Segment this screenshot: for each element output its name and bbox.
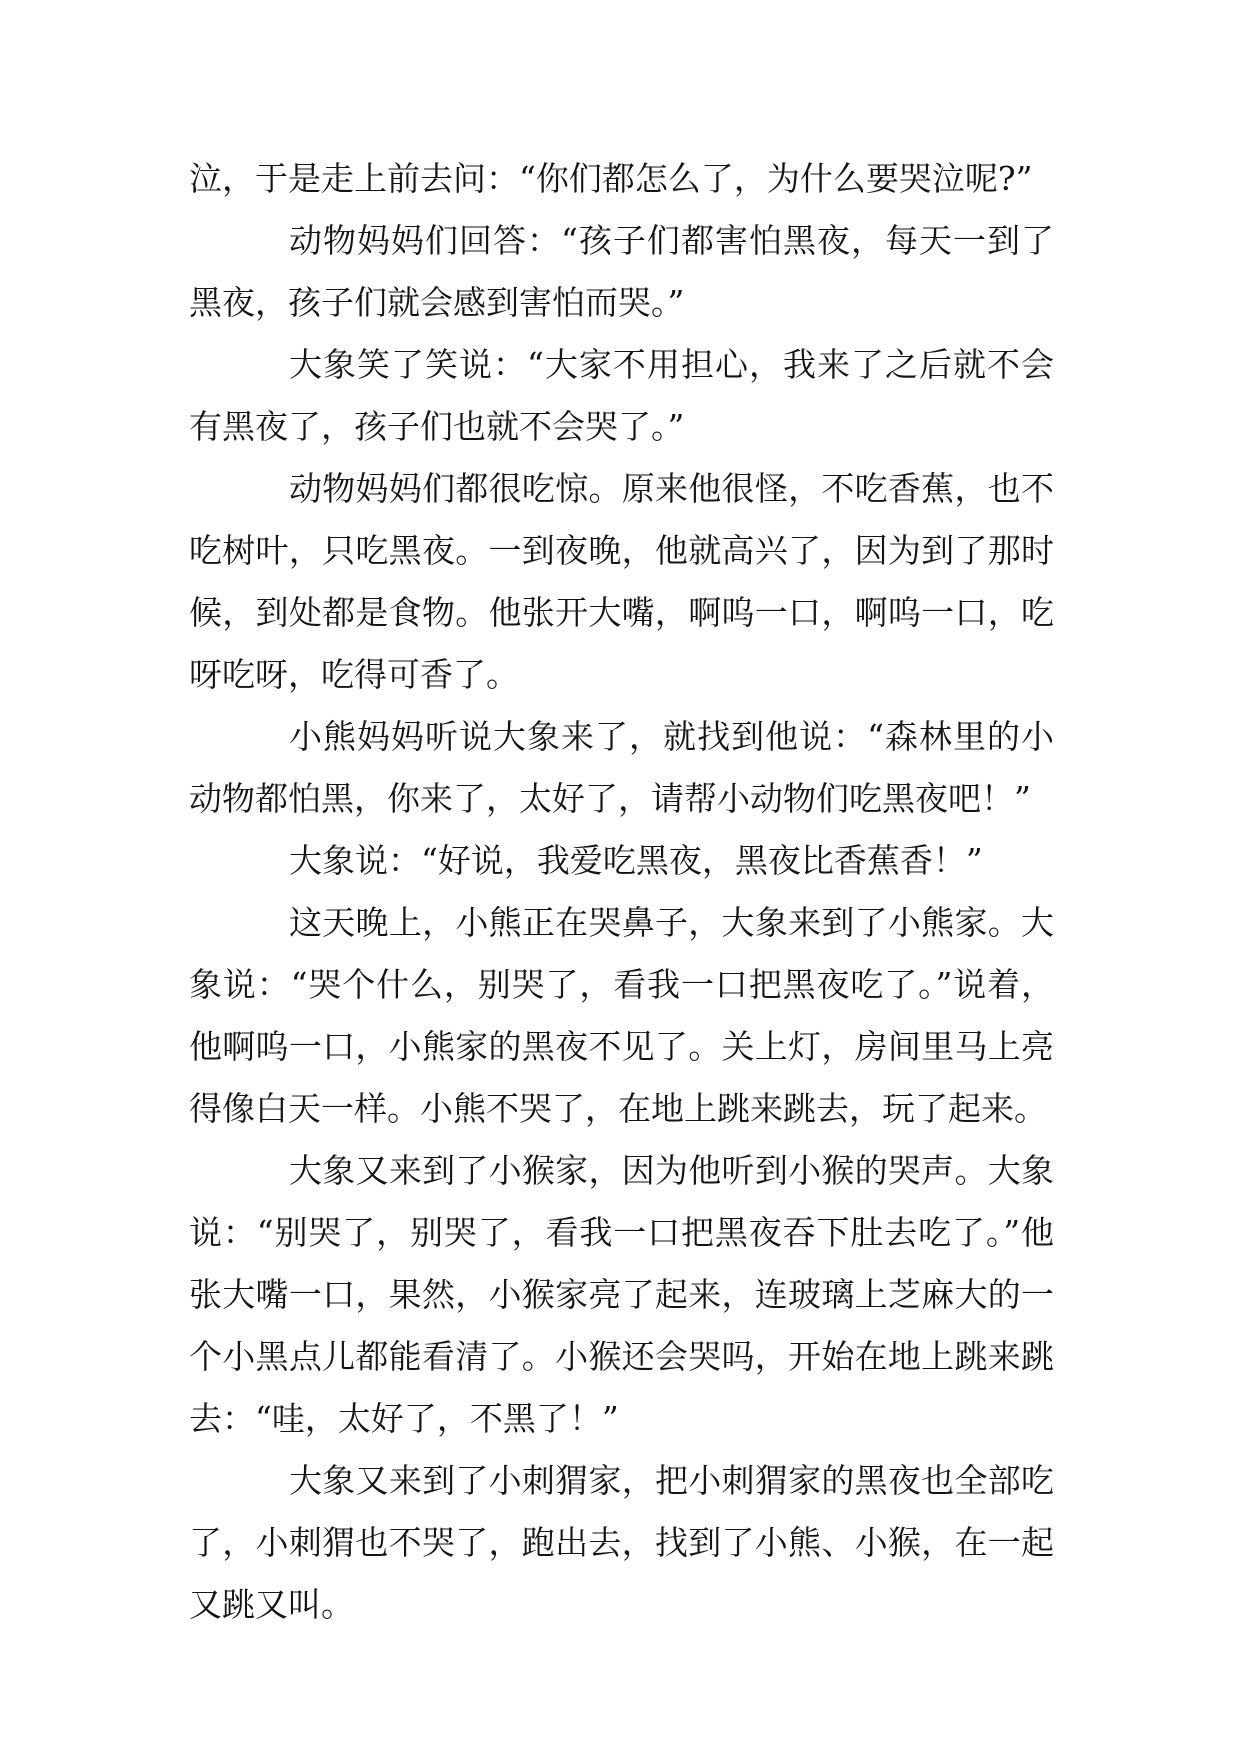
text-line: 大象又来到了小猴家，因为他听到小猴的哭声。大象 (289, 1151, 1054, 1190)
text-line: 小熊妈妈听说大象来了，就找到他说：“森林里的小 (289, 717, 1054, 756)
text-line: 呀吃呀，吃得可香了。 (189, 655, 519, 694)
text-line: 大象笑了笑说：“大家不用担心，我来了之后就不会 (289, 345, 1054, 384)
text-line: 动物都怕黑，你来了，太好了，请帮小动物们吃黑夜吧！” (189, 779, 1031, 818)
text-line: 大象又来到了小刺猬家，把小刺猬家的黑夜也全部吃 (289, 1461, 1054, 1500)
text-line: 了，小刺猬也不哭了，跑出去，找到了小熊、小猴，在一起 (189, 1523, 1054, 1562)
text-line: 去：“哇，太好了，不黑了！” (189, 1399, 619, 1438)
text-line: 有黑夜了，孩子们也就不会哭了。” (189, 407, 685, 446)
text-line: 说：“别哭了，别哭了，看我一口把黑夜吞下肚去吃了。”他 (189, 1213, 1054, 1252)
text-line: 得像白天一样。小熊不哭了，在地上跳来跳去，玩了起来。 (189, 1089, 1047, 1128)
text-line: 又跳又叫。 (189, 1585, 354, 1624)
text-line: 个小黑点儿都能看清了。小猴还会哭吗，开始在地上跳来跳 (189, 1337, 1054, 1376)
document-body (189, 148, 1054, 1708)
text-line: 动物妈妈们回答：“孩子们都害怕黑夜，每天一到了 (289, 221, 1054, 260)
text-line: 张大嘴一口，果然，小猴家亮了起来，连玻璃上芝麻大的一 (189, 1275, 1054, 1314)
text-line: 吃树叶，只吃黑夜。一到夜晚，他就高兴了，因为到了那时 (189, 531, 1054, 570)
text-line: 大象说：“好说，我爱吃黑夜，黑夜比香蕉香！” (289, 841, 983, 880)
text-line: 这天晚上，小熊正在哭鼻子，大象来到了小熊家。大 (289, 903, 1054, 942)
text-line: 象说：“哭个什么，别哭了，看我一口把黑夜吃了。”说着， (189, 965, 1054, 1004)
text-line: 候，到处都是食物。他张开大嘴，啊呜一口，啊呜一口，吃 (189, 593, 1054, 632)
text-line: 他啊呜一口，小熊家的黑夜不见了。关上灯，房间里马上亮 (189, 1027, 1054, 1066)
text-line: 黑夜，孩子们就会感到害怕而哭。” (189, 283, 685, 322)
text-line: 动物妈妈们都很吃惊。原来他很怪，不吃香蕉，也不 (289, 469, 1054, 508)
text-line: 泣，于是走上前去问：“你们都怎么了，为什么要哭泣呢?” (189, 159, 1033, 198)
